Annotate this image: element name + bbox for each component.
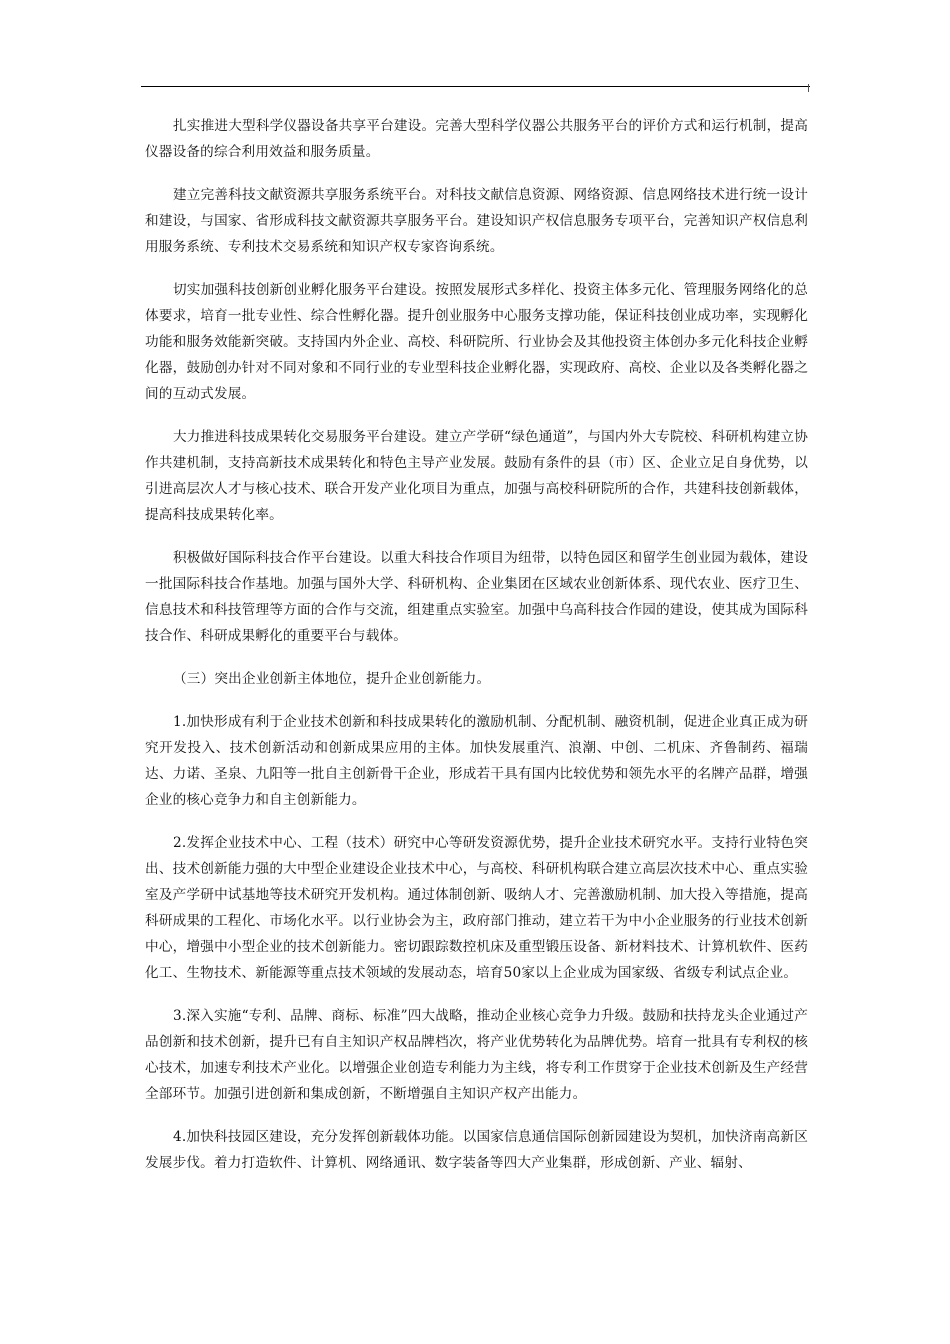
paragraph-item-2: 2.发挥企业技术中心、工程（技术）研究中心等研发资源优势，提升企业技术研究水平。支持行业特色突出、技术创新能力强的大中型企业建设企业技术中心，与高校、科研机构联合建立高层次技术中心、重点实验室及产学研中试基地等技术研究开发机构。通过体制创新、吸纳人才、完善激励机制、加大投入等措施，提高科研成果的工程化、市场化水平。以行业协会为主，政府部门推动，建立若干为中小企业服务的行业技术创新中心，增强中小型企业的技术创新能力。密切跟踪数控机床及重型锻压设备、新材料技术、计算机软件、医药化工、生物技术、新能源等重点技术领域的发展动态，培育50家以上企业成为国家级、省级专利试点企业。 (145, 835, 808, 981)
header-rule (141, 86, 810, 87)
paragraph-incubation-platform: 切实加强科技创新创业孵化服务平台建设。按照发展形式多样化、投资主体多元化、管理服务网络化的总体要求，培育一批专业性、综合性孵化器。提升创业服务中心服务支撑功能，保证科技创业成功率，实现孵化功能和服务效能新突破。支持国内外企业、高校、科研院所、行业协会及其他投资主体创办多元化科技企业孵化器，鼓励创办针对不同对象和不同行业的专业型科技企业孵化器，实现政府、高校、企业以及各类孵化器之间的互动式发展。 (145, 282, 808, 402)
document-body (145, 113, 808, 1193)
paragraph-instrument-sharing: 扎实推进大型科学仪器设备共享平台建设。完善大型科学仪器公共服务平台的评价方式和运行机制，提高仪器设备的综合利用效益和服务质量。 (145, 118, 808, 160)
paragraph-item-4: 4.加快科技园区建设，充分发挥创新载体功能。以国家信息通信国际创新园建设为契机，加快济南高新区发展步伐。着力打造软件、计算机、网络通讯、数字装备等四大产业集群，形成创新、产业、辐射、 (145, 1129, 808, 1171)
paragraph-achievement-transfer: 大力推进科技成果转化交易服务平台建设。建立产学研“绿色通道”，与国内外大专院校、科研机构建立协作共建机制，支持高新技术成果转化和特色主导产业发展。鼓励有条件的县（市）区、企业立足自身优势，以引进高层次人才与核心技术、联合开发产业化项目为重点，加强与高校科研院所的合作，共建科技创新载体，提高科技成果转化率。 (145, 429, 809, 523)
paragraph-international-cooperation: 积极做好国际科技合作平台建设。以重大科技合作项目为纽带，以特色园区和留学生创业园为载体，建设一批国际科技合作基地。加强与国外大学、科研机构、企业集团在区域农业创新体系、现代农业、医疗卫生、信息技术和科技管理等方面的合作与交流，组建重点实验室。加强中乌高科技合作园的建设，使其成为国际科技合作、科研成果孵化的重要平台与载体。 (145, 550, 808, 644)
paragraph-item-3: 3.深入实施“专利、品牌、商标、标准”四大战略，推动企业核心竞争力升级。鼓励和扶持龙头企业通过产品创新和技术创新，提升已有自主知识产权品牌档次，将产业优势转化为品牌优势。培育一批具有专利权的核心技术，加速专利技术产业化。以增强企业创造专利能力为主线，将专利工作贯穿于企业技术创新及生产经营全部环节。加强引进创新和集成创新，不断增强自主知识产权产出能力。 (145, 1008, 808, 1102)
paragraph-literature-platform: 建立完善科技文献资源共享服务系统平台。对科技文献信息资源、网络资源、信息网络技术进行统一设计和建设，与国家、省形成科技文献资源共享服务平台。建设知识产权信息服务专项平台，完善知识产权信息利用服务系统、专利技术交易系统和知识产权专家咨询系统。 (145, 187, 808, 255)
section-heading-enterprise-innovation: （三）突出企业创新主体地位，提升企业创新能力。 (173, 671, 491, 687)
paragraph-item-1: 1.加快形成有利于企业技术创新和科技成果转化的激励机制、分配机制、融资机制，促进企业真正成为研究开发投入、技术创新活动和创新成果应用的主体。加快发展重汽、浪潮、中创、二机床、齐鲁制药、福瑞达、力诺、圣泉、九阳等一批自主创新骨干企业，形成若干具有国内比较优势和领先水平的名牌产品群，增强企业的核心竞争力和自主创新能力。 (145, 714, 808, 808)
header-rule-tick (808, 84, 809, 92)
